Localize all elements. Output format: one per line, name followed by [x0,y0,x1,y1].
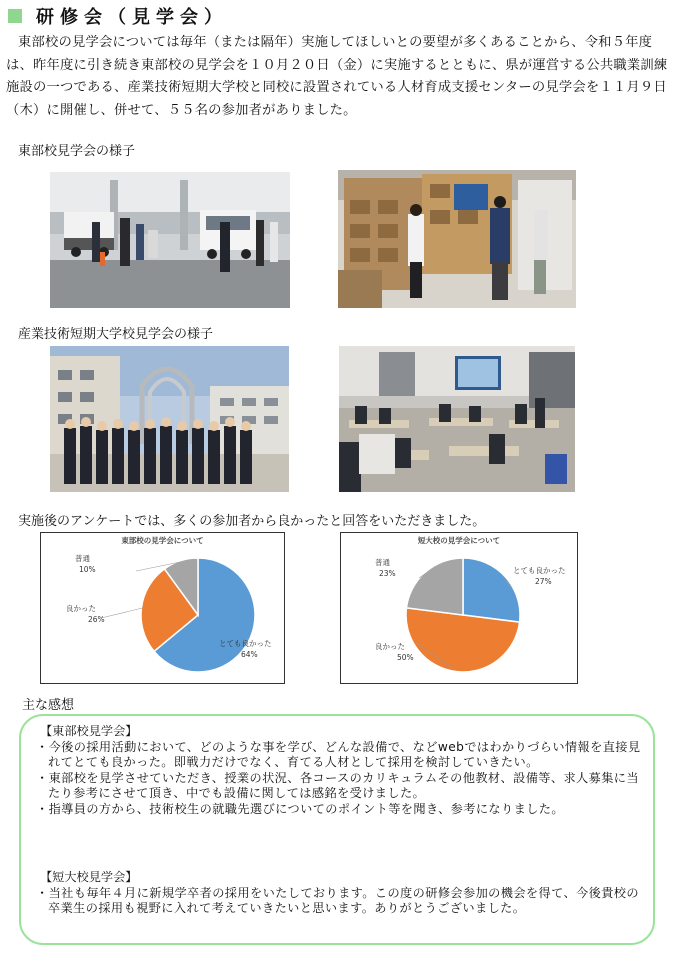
east-workshop-photo [50,172,290,308]
slice-label: 普通 [375,558,390,567]
slice-value-label: 50% [397,653,414,662]
pie-slice [463,558,520,622]
tanki-survey-pie [341,533,577,683]
east-survey-pie [41,533,284,683]
impressions-heading: 主な感想 [22,698,75,713]
slice-label: とても良かった [513,566,566,575]
east-impressions-title: 【東部校見学会】 [40,724,138,738]
impression-item: ・東部校を見学させていただき、授業の状況、各コースのカリキュラムその他教材、設備等、求人募集に当たり参考にさせて頂き、中でも設備に関しては感銘を受けました。 [36,770,639,800]
pie-slice [406,558,463,615]
page-title [8,4,228,28]
east-impressions [36,724,646,817]
chart-title: 東部校の見学会について [121,536,204,545]
impression-item: ・指導員の方から、技術校生の就職先選びについてのポイント等を聞き、参考になりました。 [36,801,564,816]
slice-value-label: 27% [535,577,552,586]
tanki-visit-caption: 産業技術短期大学校見学会の様子 [18,327,214,342]
east-display-photo [338,170,576,308]
impression-item: ・当社も毎年４月に新規学卒者の採用をいたしております。この度の研修会参加の機会を得て、今後貴校の卒業生の採用も視野に入れて考えていきたいと思います。ありがとうございました。 [36,885,639,915]
slice-value-label: 64% [241,650,258,659]
tanki-impressions [36,870,646,917]
tanki-impressions-title: 【短大校見学会】 [40,870,138,884]
slice-value-label: 26% [88,615,105,624]
tanki-survey-chart [340,532,578,684]
impression-item: ・今後の採用活動において、どのような事を学び、どんな設備で、などwebではわかりづらい情報を直接見れてとても良かった。即戦力だけでなく、育てる人材として採用を検討していきたい。 [36,739,641,769]
slice-value-label: 23% [379,569,396,578]
slice-label: とても良かった [219,639,272,648]
leader-line [101,608,143,618]
survey-caption: 実施後のアンケートでは、多くの参加者から良かったと回答をいただきました。 [18,514,486,529]
east-visit-caption: 東部校見学会の様子 [18,144,136,159]
tanki-classroom-photo [339,346,575,492]
green-square-icon [8,9,22,23]
slice-label: 良かった [66,604,96,613]
slice-label: 良かった [375,642,405,651]
page-title-text: 研修会（見学会） [36,7,228,28]
slice-label: 普通 [75,554,90,563]
east-survey-chart [40,532,285,684]
chart-title: 短大校の見学会について [417,536,501,545]
slice-value-label: 10% [79,565,96,574]
intro-paragraph: 東部校の見学会については毎年（または隔年）実施してほしいとの要望が多くあることから、令和５年度は、昨年度に引き続き東部校の見学会を１０月２０日（金）に実施するとともに、県が運営する公共職業訓練施設の一つである、産業技術短期大学校と同校に設置されている人材育成支援センターの見学会を１１月９日（木）に開催し、併せて、５５名の参加者がありました。 [6,35,668,118]
tanki-group-photo [50,346,289,492]
